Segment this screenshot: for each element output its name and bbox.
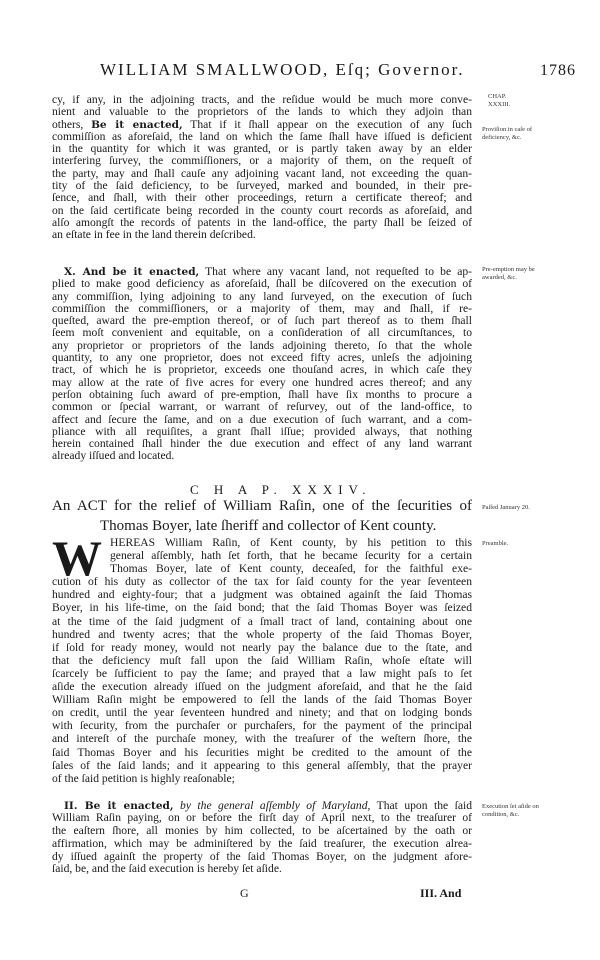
text-line: plied to make good deficiency as aforeſaid, ſhall be diſcovered on the execution of [52,277,472,291]
enacting-clause: II. Be it enacted, [64,800,174,812]
text-line: common or ſpecial warrant, or warrant of reſurvey, out of the land-office, to [52,400,472,414]
act-title-line: An ACT for the relief of William Raſin, one of the ſecurities of [52,498,472,514]
section-ii-paragraph [52,800,472,876]
act-title-line: Thomas Boyer, late ſheriff and collector of Kent county. [100,518,437,534]
text-line: on credit, until the year ſeventeen hundred and ninety; and that on lodging bonds [52,706,472,720]
text-line: general aſſembly, hath ſet forth, that he became ſecurity for a certain [110,549,472,563]
text-line: ſeem moſt convenient and equitable, on a conſideration of all circumſtances, to [52,326,472,340]
margin-note: Proviſion in caſe of deficiency, &c. [482,126,533,141]
text-line: cution of his duty as collector of the tax for ſaid county for the year ſeventeen [52,575,472,589]
text-line: William Raſin paying, on or before the firſt day of April next, to the treaſurer of [52,811,472,825]
text-line: dy iſſued againſt the property of the ſaid Thomas Boyer, on the judgment afore- [52,849,472,863]
signature-mark: G [240,886,249,900]
text-line: hundred and eighty-four; that a judgment was obtained againſt the ſaid Thomas [52,588,472,602]
text-line: tity of the ſaid deficiency, to be ſurveyed, marked and bounded, in their pre- [52,179,472,193]
text-line: pliance with all requiſites, a grant ſhall iſſue; provided always, that nothing [52,424,472,438]
text-line: that the deficiency muſt fall upon the ſaid William Raſin, whoſe eſtate will [52,653,472,667]
catchword: III. And [420,886,462,900]
text-line: herein contained ſhall hinder the due execution and effect of any land warrant [52,437,472,451]
text-line: tract, of which he is proprietor, exceeds one thouſand acres, in which caſe they [52,363,472,377]
text-line: already iſſued and located. [52,449,175,463]
text-line: with ſecurity, from the purchaſer or purchaſers, for the payment of the principal [52,719,472,733]
text-line: hundred and twenty acres; that the whole property of the ſaid Thomas Boyer, [52,627,472,641]
text-line: and intereſt of the purchaſe money, with the treaſurer of the weſtern ſhore, the [52,732,472,746]
text-line: of the ſaid petition is highly reaſonable; [52,771,235,785]
text-line: aſide the execution already iſſued on the judgment aforeſaid, and that he the ſaid [52,680,472,694]
text-line: an eſtate in fee in the land therein deſcribed. [52,228,256,242]
text-line: may allow at the rate of five acres for every one hundred acres thereof; and any [52,375,472,389]
text-line: any commiſſion, lying adjoining to any land ſurveyed, on the execution of ſuch [52,289,472,303]
chapter-heading: C H A P. XXXIV. [190,482,372,497]
text-line: ſales of the ſaid lands; and it appearing to this general aſſembly, that the prayer [52,758,472,772]
text-line: on the ſaid certificate being recorded in the county court records as aforeſaid, and [52,203,472,217]
margin-note: Paſſed January 20. [482,504,530,511]
text: That upon the ſaid [376,799,472,812]
text-line: any proprietor or proprietors of the lands adjoining thereto, ſo that the whole [52,338,472,352]
page-year: 1786 [540,62,576,79]
text: That if it ſhall appear on the execution of any ſuch [182,117,472,131]
text-line: ſcarcely be ſufficient to pay the ſame; and prayed that a law might paſs to ſet [52,666,472,680]
text-line: perſon obtaining ſuch award of pre-emption, ſhall have ſix months to procure a [52,387,472,401]
text-line: affirmation, which may be adminiſtered by the ſaid treaſurer, the execution alrea- [52,836,472,850]
text-line: nient and valuable to the proprietors of the lands to which they adjoin than [52,105,472,119]
enacting-clause: Be it enacted, [91,118,183,131]
text-line: ſaid, be, and the ſaid execution is hereby ſet aſide. [52,862,282,876]
drop-cap: W [52,530,102,586]
text-line: William Raſin might be empowered to ſell the lands of the ſaid Thomas Boyer [52,693,472,707]
text-line: at the time of the ſaid judgment of a ſmall tract of land, containing about one [52,614,472,628]
text-line: quantity, to any one proprietor, does not exceed fifty acres, unleſs the adjoining [52,351,472,365]
text-line: the party, may and ſhall cauſe any adjoining vacant land, not exceeding the quan- [52,166,472,180]
margin-note: Preamble. [482,540,509,547]
italic-clause: by the general aſſembly of Maryland, [180,799,371,812]
text: others, [52,117,92,131]
text-line: commiſſion as aforeſaid, the land on which the ſame ſhall have iſſued is deficient [52,129,472,143]
text-line: HEREAS William Raſin, of Kent county, by his petition to this [110,536,472,549]
text-line: alſo amongſt the records of patents in the land-office, the party ſhall be ſeized of [52,215,472,229]
text-line: commiſſion the commiſſioners, or a majority of them, may and ſhall, if re- [52,301,472,315]
text-line: affect and ſecure the ſame, and on a due execution of ſuch warrant, and a com- [52,412,472,426]
text-line: in the quantity for which it was granted, or is partly taken away by an elder [52,142,472,156]
margin-note: Execution ſet aſide on condition, &c. [482,803,539,818]
text-line: interfering ſurvey, the commiſſioners, or a majority of them, on the requeſt of [52,154,472,168]
text-line: cy, if any, in the adjoining tracts, and the reſidue would be much more conve- [52,93,472,106]
text-line: Thomas Boyer, late of Kent county, deceaſed, for the faithful exe- [110,562,472,576]
paragraph-continuation [52,94,472,242]
text-line: Boyer, in his life-time, on the ſaid bond; that the ſaid Thomas Boyer was ſeized [52,601,472,615]
preamble-paragraph [52,530,472,785]
text-line: ſence, and ſhall, with their other proceedings, return a certificate thereof; and [52,191,472,205]
text: That where any vacant land, not requeſted to be ap- [199,265,472,278]
margin-note-chap: CHAP. XXXIII. [488,93,511,108]
text-line: if ſold for ready money, would not nearly pay the balance due to the ſtate, and [52,640,472,654]
margin-note: Pre-emption may be awarded, &c. [482,266,535,281]
section-x-paragraph [52,266,472,463]
text-line: queſted, award the pre-emption thereof, or of ſuch part thereof as to them ſhall [52,314,472,328]
running-header: WILLIAM SMALLWOOD, Eſq; Governor. [100,60,465,79]
text-line: ſaid Thomas Boyer and his ſecurities might be credited to the amount of the [52,745,472,759]
text-line: the eaſtern ſhore, all monies by him collected, to be aſcertained by the oath or [52,824,472,838]
enacting-clause: X. And be it enacted, [64,266,200,278]
